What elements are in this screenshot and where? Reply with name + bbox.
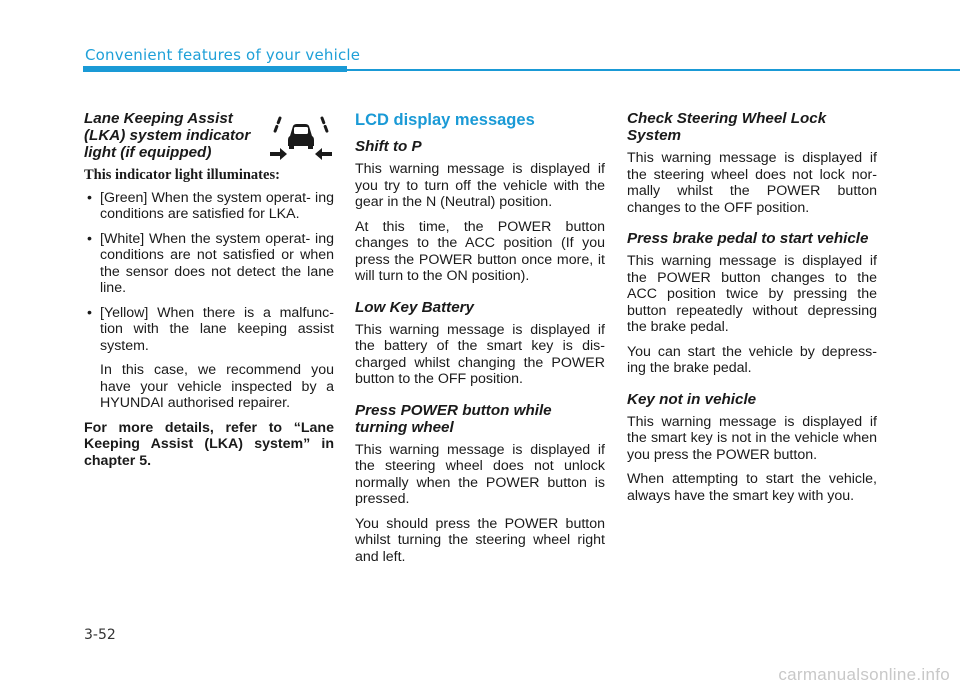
column-lka (84, 110, 334, 477)
column-lcd-messages (355, 110, 605, 573)
shift-paragraph: This warning message is displayed if you try to turn off the vehicle with the gear in the N (Neutral) position. (355, 161, 605, 210)
lowkey-heading: Low Key Battery (355, 298, 475, 316)
header-title: Convenient features of your vehicle (85, 46, 361, 64)
lka-reference: For more details, refer to “Lane Keeping Assist (LKA) system” in chapter 5. (84, 419, 334, 469)
page-number: 3-52 (84, 627, 116, 643)
lka-indicator-icon (268, 114, 334, 162)
shift-heading: Shift to P (355, 138, 422, 155)
press-power-paragraph: You should press the POWER button whilst turning the steering wheel right and left. (355, 515, 605, 565)
key-not-in-vehicle-paragraph: This warning message is displayed if the smart key is not in the vehicle when you press the POWER button. (627, 413, 877, 463)
list-item: • [Green] When the system operat- ing conditions are satisfied for LKA. (84, 190, 334, 223)
list-item: • [Yellow] When there is a malfunc- tion with the lane keeping assist system. (84, 305, 334, 355)
header-bar (83, 66, 347, 72)
press-power-paragraph: This warning message is displayed if the steering wheel does not unlock normally when the POWER button is pressed. (355, 441, 605, 507)
check-steering-paragraph: This warning message is displayed if the steering wheel does not lock nor- mally whilst the POWER button changes to the OFF position. (627, 150, 877, 216)
check-steering-heading: Check Steering Wheel Lock System (627, 110, 827, 144)
list-item: • [White] When the system operat- ing conditions are not satisfied or when the sensor does not detect the lane line. (84, 231, 334, 297)
lowkey-paragraph: This warning message is displayed if the battery of the smart key is dis- charged whilst changing the POWER button to the OFF position. (355, 321, 605, 387)
watermark: carmanualsonline.info (778, 665, 950, 684)
lka-list (84, 190, 334, 355)
brake-pedal-heading: Press brake pedal to start vehicle (627, 230, 869, 247)
press-power-heading: Press POWER button while turning wheel (355, 401, 552, 436)
lka-note: In this case, we recommend you have your vehicle inspected by a HYUNDAI authorised repairer. (100, 362, 334, 411)
brake-pedal-paragraph: This warning message is displayed if the POWER button changes to the ACC position twice by pressing the button repeatedly without depressing the brake pedal. (627, 253, 877, 335)
shift-paragraph: At this time, the POWER button changes to the ACC position (If you press the POWER button once more, it will turn to the ON position). (355, 218, 605, 284)
header-rule (347, 69, 960, 71)
key-not-in-vehicle-paragraph: When attempting to start the vehicle, always have the smart key with you. (627, 471, 877, 504)
lka-subheading: This indicator light illuminates: (84, 167, 280, 183)
brake-pedal-paragraph: You can start the vehicle by depress- ing the brake pedal. (627, 343, 877, 376)
lka-heading: Lane Keeping Assist (LKA) system indicator light (if equipped) (84, 110, 251, 161)
key-not-in-vehicle-heading: Key not in vehicle (627, 390, 757, 408)
lcd-section-title: LCD display messages (355, 111, 535, 129)
column-messages-cont (627, 110, 877, 512)
